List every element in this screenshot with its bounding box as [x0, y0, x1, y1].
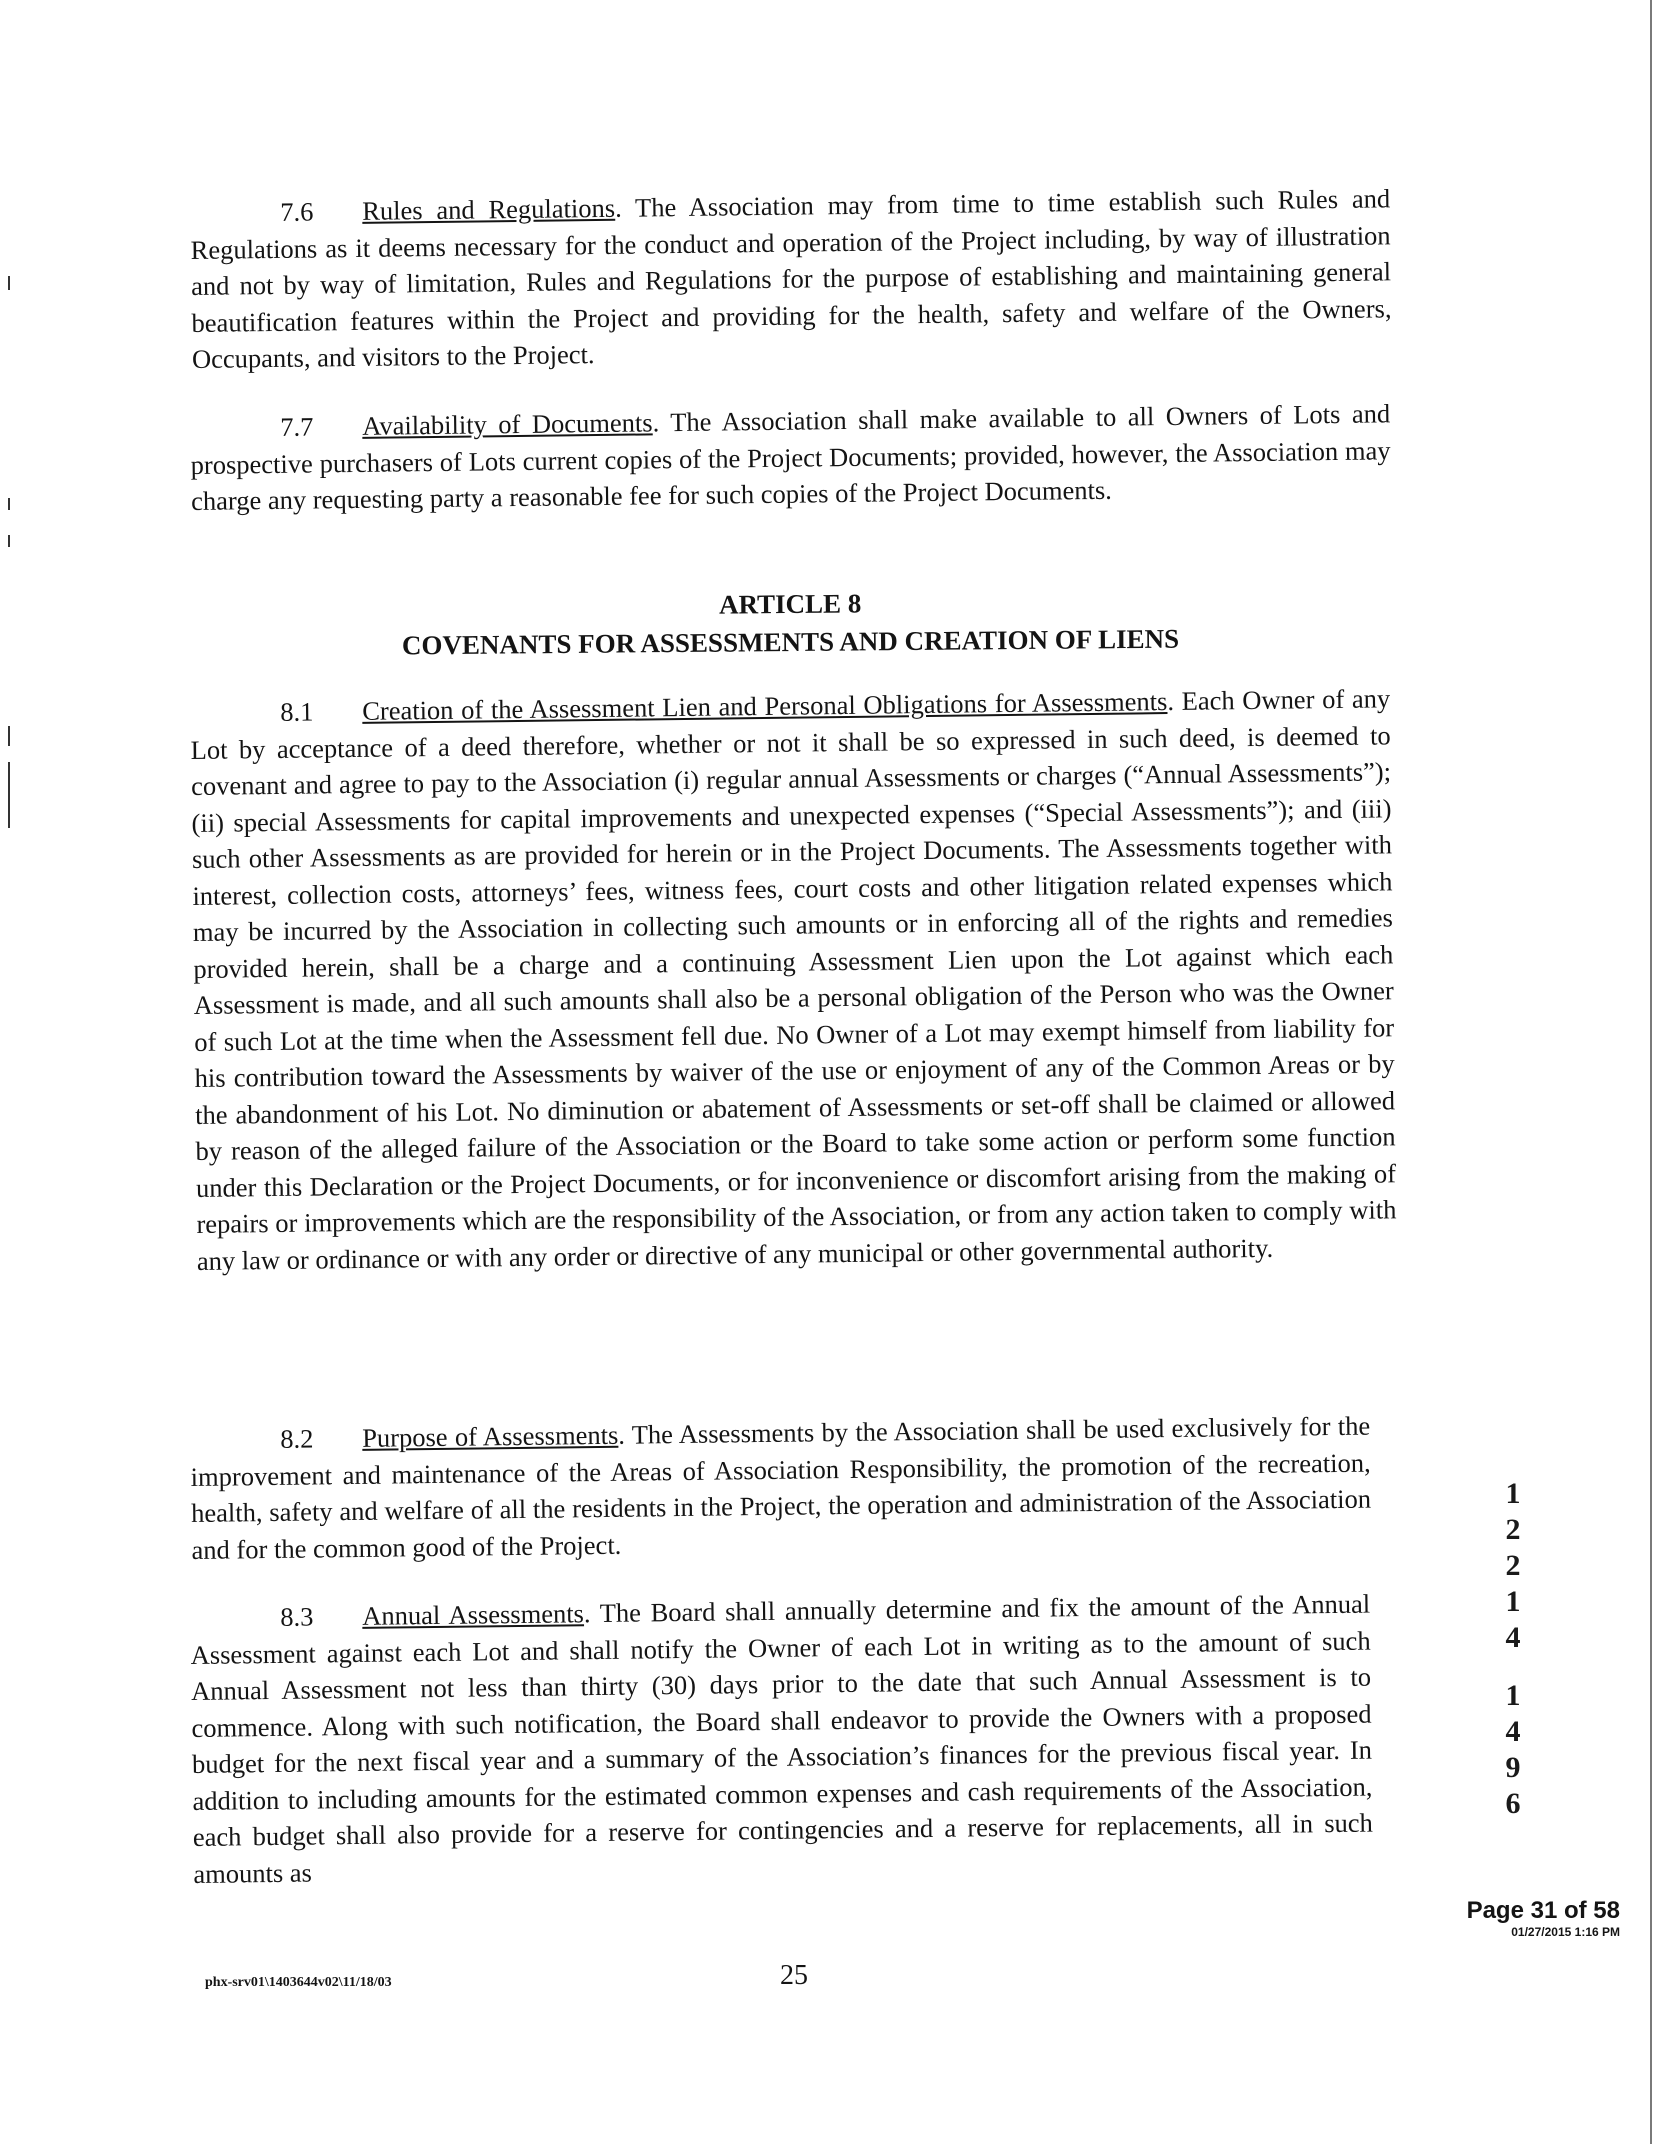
recording-digit: 6: [1505, 1787, 1521, 1820]
section-title: Purpose of Assessments: [362, 1419, 619, 1453]
page-stamp: [1380, 1897, 1620, 1939]
page-timestamp: 01/27/2015 1:16 PM: [1511, 1925, 1620, 1939]
article-number: ARTICLE 8: [718, 588, 862, 620]
section-number: 7.6: [280, 196, 314, 227]
section-title: Rules and Regulations: [362, 192, 616, 226]
recording-number-vertical: [1498, 1476, 1528, 1822]
scan-mark: [8, 535, 10, 547]
section-number: 8.3: [280, 1601, 314, 1632]
section-number: 8.1: [280, 696, 314, 727]
recording-digit: 2: [1505, 1513, 1521, 1546]
section-7-7: [190, 395, 1391, 519]
footer-page-number: 25: [780, 1960, 808, 1991]
section-title: Availability of Documents: [362, 407, 653, 441]
recording-digit: 1: [1505, 1679, 1521, 1712]
scan-mark: [8, 726, 10, 746]
article-heading: [190, 580, 1391, 666]
section-text: . The Association may from time to time establish such Rules and Regulations as it deems necessary for the conduct and operation of the Project including, by way of illustration and not by way of limitation, Rules and Regulations for the purpose of establishing and maintaining general beautification features within the Project and providing for the health, safety and welfare of the Owners, Occupants, and visitors to the Project.: [190, 183, 1392, 374]
section-text: . The Board shall annually determine and fix the amount of the Annual Assessment against each Lot and shall notify the Owner of each Lot in writing as to the amount of such Annual Assessment not less than thirty (30) days prior to the date that such Annual Assessment is to commence. Along with such notification, the Board shall endeavor to provide the Owners with a proposed budget for the next fiscal year and a summary of the Association’s finances for the previous fiscal year. In addition to including amounts for the estimated common expenses and cash requirements of the Association, each budget shall also provide for a reserve for contingencies and a reserve for replacements, all in such amounts as: [190, 1588, 1373, 1889]
section-number: 8.2: [280, 1423, 314, 1454]
scan-mark: [8, 276, 10, 290]
recording-digit: 1: [1505, 1585, 1521, 1618]
section-text: . Each Owner of any Lot by acceptance of a deed therefore, whether or not it shall be so expressed in such deed, is deemed to covenant and agree to pay to the Association (i) regular annual Assessments or charges (“Annual Assessments”); (ii) special Assessments for capital improvements and unexpected expenses (“Special Assessments”); and (iii) such other Assessments as are provided for herein or in the Project Documents. The Assessments together with interest, collection costs, attorneys’ fees, witness fees, court costs and other litigation related expenses which may be incurred by the Association in collecting such amounts or in enforcing all of the rights and remedies provided herein, shall be a charge and a continuing Assessment Lien upon the Lot against which each Assessment is made, and all such amounts shall also be a personal obligation of the Person who was the Owner of such Lot at the time when the Assessment fell due. No Owner of a Lot may exempt himself from liability for his contribution toward the Assessments by waiver of the use or enjoyment of any of the Common Areas or by the abandonment of his Lot. No diminution or abatement of Assessments or set-off shall be claimed or allowed by reason of the alleged failure of the Association or the Board to take some action or perform some function under this Declaration or the Project Documents, or for inconvenience or discomfort arising from the making of repairs or improvements which are the responsibility of the Association, or from any action taken to comply with any law or ordinance or with any order or directive of any municipal or other governmental authority.: [190, 683, 1397, 1276]
page-count-label: Page 31 of 58: [1466, 1897, 1620, 1924]
article-title: COVENANTS FOR ASSESSMENTS AND CREATION OF LIENS: [401, 623, 1180, 661]
section-8-1: [190, 680, 1397, 1279]
section-7-6: [190, 180, 1392, 377]
recording-digit: 4: [1505, 1715, 1521, 1748]
section-title: Annual Assessments: [362, 1598, 585, 1631]
page-edge-line: [1650, 0, 1652, 2144]
footer-document-id: phx-srv01\1403644v02\11/18/03: [205, 1975, 392, 1990]
recording-digit: 1: [1505, 1477, 1521, 1510]
section-text: . The Assessments by the Association shall be used exclusively for the improvement and maintenance of the Areas of Association Responsibility, the promotion of the recreation, health, safety and welfare of all the residents in the Project, the operation and administration of the Association and for the common good of the Project.: [190, 1410, 1372, 1565]
section-text: . The Association shall make available to all Owners of Lots and prospective purchasers of Lots current copies of the Project Documents; provided, however, the Association may charge any requesting party a reasonable fee for such copies of the Project Documents.: [190, 398, 1391, 516]
section-8-2: [190, 1408, 1372, 1568]
recording-digit: 2: [1505, 1549, 1521, 1582]
recording-digit: 9: [1505, 1751, 1521, 1784]
scan-mark: [8, 762, 10, 828]
scan-mark: [8, 498, 10, 510]
section-title: Creation of the Assessment Lien and Personal Obligations for Assessments: [362, 686, 1168, 726]
recording-digit: 4: [1505, 1621, 1521, 1654]
section-8-3: [190, 1586, 1373, 1892]
section-number: 7.7: [280, 411, 314, 442]
